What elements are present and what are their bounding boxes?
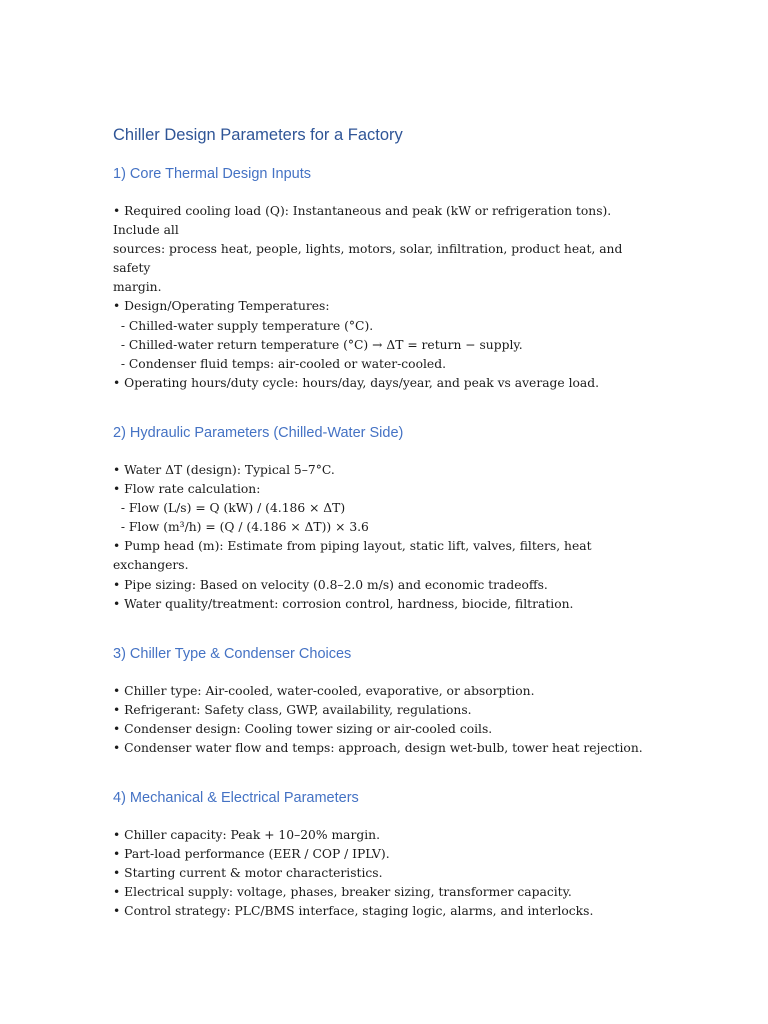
- body-line: margin.: [113, 280, 162, 295]
- body-line: • Water ΔT (design): Typical 5–7°C.: [113, 462, 335, 477]
- body-line: • Chiller capacity: Peak + 10–20% margin.: [113, 828, 380, 843]
- body-line: • Design/Operating Temperatures:: [113, 299, 330, 314]
- body-line: • Operating hours/duty cycle: hours/day, days/year, and peak vs average load.: [113, 375, 600, 390]
- body-line: - Flow (m³/h) = (Q / (4.186 × ΔT)) × 3.6: [113, 520, 369, 535]
- body-line: - Chilled-water return temperature (°C) → ΔT = return − supply.: [113, 337, 523, 352]
- body-line: • Control strategy: PLC/BMS interface, staging logic, alarms, and interlocks.: [113, 904, 594, 919]
- document-title: Chiller Design Parameters for a Factory: [113, 126, 403, 144]
- body-line: • Refrigerant: Safety class, GWP, availability, regulations.: [113, 702, 472, 717]
- body-line: • Chiller type: Air-cooled, water-cooled, evaporative, or absorption.: [113, 683, 535, 698]
- body-line: - Chilled-water supply temperature (°C).: [113, 318, 374, 333]
- body-line: • Starting current & motor characteristics.: [113, 866, 383, 881]
- body-line: • Electrical supply: voltage, phases, breaker sizing, transformer capacity.: [113, 885, 572, 900]
- body-line: • Pump head (m): Estimate from piping layout, static lift, valves, filters, heat exchangers.: [113, 539, 596, 573]
- section-heading: 3) Chiller Type & Condenser Choices: [113, 645, 352, 662]
- body-line: • Pipe sizing: Based on velocity (0.8–2.0 m/s) and economic tradeoffs.: [113, 577, 548, 592]
- section-core-thermal: [113, 164, 653, 393]
- body-line: - Condenser fluid temps: air-cooled or water-cooled.: [113, 356, 446, 371]
- section-chiller-type: [113, 644, 653, 758]
- section-mech-electrical: [113, 788, 653, 921]
- section-heading: 2) Hydraulic Parameters (Chilled-Water Side): [113, 424, 404, 441]
- body-line: • Condenser design: Cooling tower sizing or air-cooled coils.: [113, 721, 493, 736]
- body-line: • Required cooling load (Q): Instantaneous and peak (kW or refrigeration tons). Include all: [113, 204, 616, 238]
- section-heading: 4) Mechanical & Electrical Parameters: [113, 790, 359, 807]
- body-line: • Water quality/treatment: corrosion control, hardness, biocide, filtration.: [113, 596, 574, 611]
- document-content: [113, 124, 653, 952]
- body-line: • Condenser water flow and temps: approach, design wet-bulb, tower heat rejection.: [113, 740, 643, 755]
- body-line: • Flow rate calculation:: [113, 482, 261, 497]
- section-heading: 1) Core Thermal Design Inputs: [113, 166, 311, 182]
- body-line: sources: process heat, people, lights, motors, solar, infiltration, product heat, and safety: [113, 242, 627, 276]
- section-hydraulic: [113, 423, 653, 614]
- body-line: - Flow (L/s) = Q (kW) / (4.186 × ΔT): [113, 501, 346, 516]
- body-line: • Part-load performance (EER / COP / IPLV).: [113, 847, 390, 862]
